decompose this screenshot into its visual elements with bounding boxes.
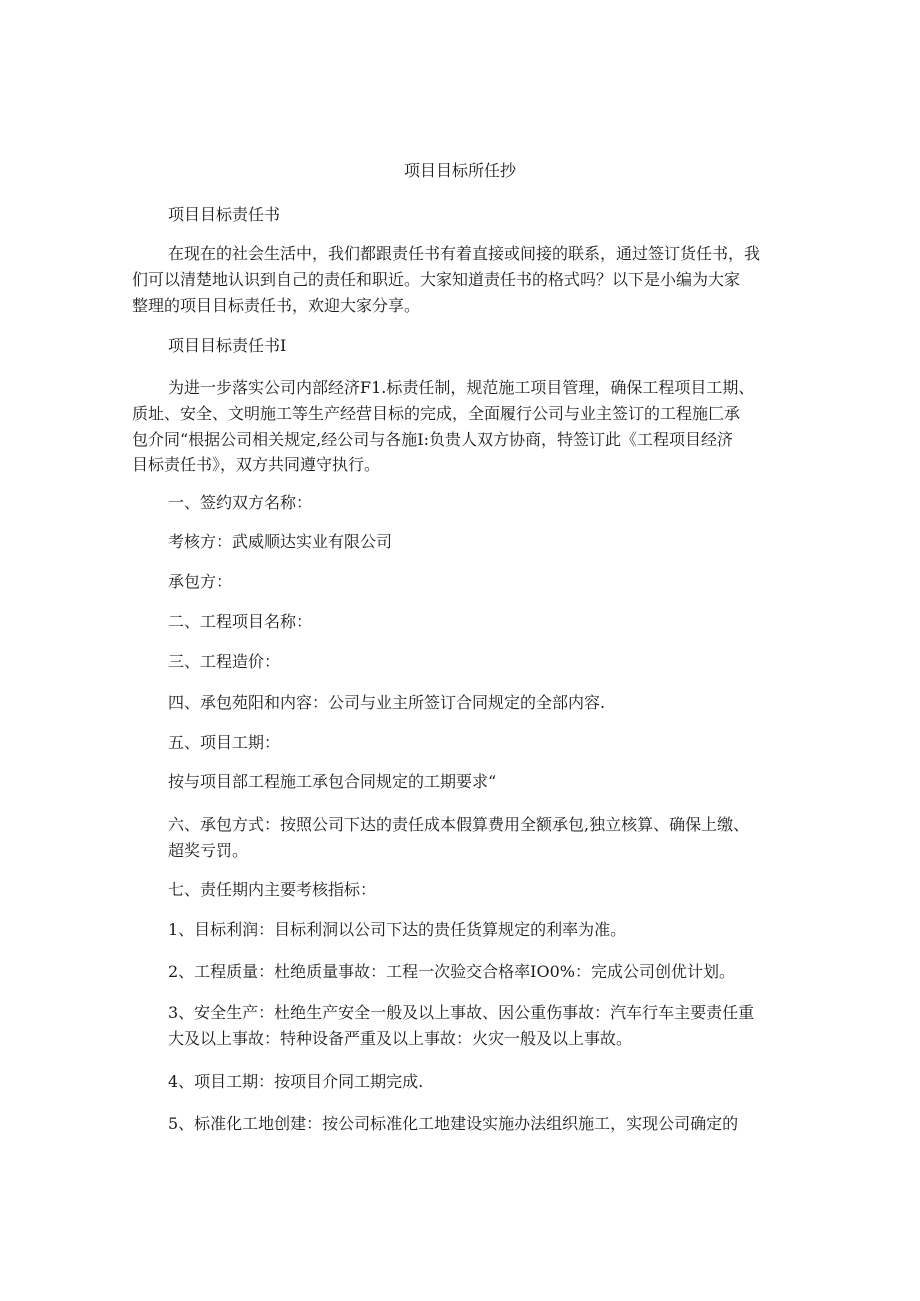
intro-line-1: 在现在的社会生活中，我们都跟责任书有着直接或间接的联系，通过签订货任书，我 xyxy=(168,244,761,263)
kpi-safety-line-1: 3、安全生产：杜绝生产安全一般及以上事故、因公重伤事故：汽车行车主要责任重 xyxy=(168,1003,755,1022)
item-assessor: 考核方：武威顺达实业有限公司 xyxy=(168,532,393,551)
section-heading: 项目目标责任书I xyxy=(168,336,287,355)
item-kpi-heading: 七、责任期内主要考核指标： xyxy=(168,880,377,899)
kpi-standardization: 5、标准化工地创建：按公司标准化工地建设实施办法组织施工，实现公司确定的 xyxy=(168,1114,739,1133)
item-schedule-detail: 按与项目部工程施工承包合同规定的工期要求“ xyxy=(168,772,497,791)
item-signing-parties: 一、签约双方名称： xyxy=(168,493,313,512)
preamble-line-4: 目标责任书》，双方共同遵守执行。 xyxy=(132,455,381,474)
item-contractor: 承包方： xyxy=(168,572,233,591)
item-project-cost: 三、工程造价： xyxy=(168,652,281,671)
intro-line-3: 整理的项目目标责任书，欢迎大家分享。 xyxy=(132,296,421,315)
kpi-schedule: 4、项目工期：按项目介同工期完成. xyxy=(168,1072,424,1091)
kpi-safety-line-2: 大及以上事故：特种设备严重及以上事故：火灾一般及以上事故。 xyxy=(168,1029,633,1048)
preamble-line-2: 质址、安全、文明施工等生产经营目标的完成，全面履行公司与业主签订的工程施匚承 xyxy=(132,404,741,423)
preamble-line-1: 为进一步落实公司内部经济F1.标责任制，规范施工项目管理，确保工程项目工期、 xyxy=(168,378,755,397)
intro-line-2: 们可以清楚地认识到自己的责任和职近。大家知道责任书的格式吗？以下是小编为大家 xyxy=(132,270,741,289)
item-schedule: 五、项目工期： xyxy=(168,733,281,752)
preamble-line-3: 包介同“根据公司相关规定,经公司与各施I:负贵人双方协商，特签订此《工程项目经济 xyxy=(132,430,733,449)
subtitle: 项目目标责任书 xyxy=(168,205,281,224)
item-contract-mode-line-2: 超奖亏罚。 xyxy=(168,841,249,860)
item-project-name: 二、工程项目名称： xyxy=(168,612,313,631)
kpi-quality: 2、工程质量：杜绝质量事故：工程一次验交合格率IO0%：完成公司创优计划。 xyxy=(168,962,736,981)
document-title: 项目目标所任抄 xyxy=(403,161,516,180)
kpi-profit: 1、目标利润：目标利洞以公司下达的贵任货算规定的利率为准。 xyxy=(168,920,627,939)
item-contract-mode-line-1: 六、承包方式：按照公司下达的责任成本假算费用全额承包,独立核算、确保上缴、 xyxy=(168,815,750,834)
item-scope: 四、承包苑阳和内容：公司与业主所签订合同规定的全部内容. xyxy=(168,693,606,712)
